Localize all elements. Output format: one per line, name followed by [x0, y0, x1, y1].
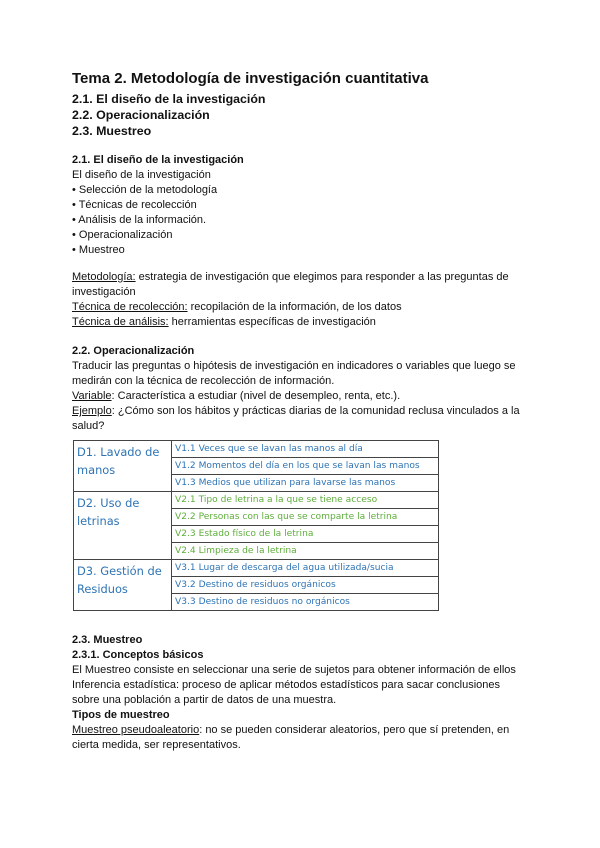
variable-cell: V2.1 Tipo de letrina a la que se tiene acceso — [172, 492, 439, 509]
definition-text: herramientas específicas de investigación — [168, 316, 376, 328]
definition-continuation: investigación — [72, 286, 136, 298]
toc-item: 2.2. Operacionalización — [72, 108, 210, 122]
section-heading: 2.3. Muestreo — [72, 634, 143, 646]
section-2-1 — [72, 153, 532, 330]
definition-text: : Característica a estudiar (nivel de desempleo, renta, etc.). — [111, 390, 401, 402]
dimension-cell: D2. Uso de letrinas — [74, 492, 172, 560]
variable-cell: V3.1 Lugar de descarga del agua utilizada/sucia — [172, 560, 439, 577]
definition-text: recopilación de la información, de los datos — [187, 301, 402, 313]
definition-continuation: cierta medida, ser representativos. — [72, 739, 241, 751]
definition-term: Técnica de recolección: — [72, 301, 188, 313]
variable-cell: V2.4 Limpieza de la letrina — [172, 543, 439, 560]
paragraph: Inferencia estadística: proceso de aplicar métodos estadísticos para sacar conclusiones — [72, 679, 501, 691]
definition — [72, 723, 532, 738]
subheading: Tipos de muestreo — [72, 709, 170, 721]
definition — [72, 389, 532, 404]
definition-text: : ¿Cómo son los hábitos y prácticas diarias de la comunidad reclusa vinculados a la — [111, 405, 520, 417]
table-row — [74, 560, 439, 577]
table-row — [74, 492, 439, 509]
section-heading: 2.1. El diseño de la investigación — [72, 154, 244, 166]
variable-cell: V2.3 Estado físico de la letrina — [172, 526, 439, 543]
bullet-item: • Análisis de la información. — [72, 214, 207, 226]
definition-text: : no se pueden considerar aleatorios, pero que sí pretenden, en — [199, 724, 510, 736]
variable-cell: V3.3 Destino de residuos no orgánicos — [172, 594, 439, 611]
paragraph: medirán con la técnica de recolección de información. — [72, 375, 335, 387]
bullet-item: • Operacionalización — [72, 229, 173, 241]
toc-item: 2.1. El diseño de la investigación — [72, 92, 266, 106]
dimension-cell: D1. Lavado de manos — [74, 441, 172, 492]
subsection-heading: 2.3.1. Conceptos básicos — [72, 649, 204, 661]
definition-text: estrategia de investigación que elegimos para responder a las preguntas de — [135, 271, 509, 283]
definition-continuation: salud? — [72, 420, 105, 432]
bullet-item: • Técnicas de recolección — [72, 199, 197, 211]
definition-term: Variable — [72, 390, 112, 402]
table-row — [74, 441, 439, 458]
variable-cell: V1.3 Medios que utilizan para lavarse las manos — [172, 475, 439, 492]
definition-term: Metodología: — [72, 271, 136, 283]
document-page — [72, 70, 532, 753]
section-2-3 — [72, 633, 532, 753]
paragraph: Traducir las preguntas o hipótesis de investigación en indicadores o variables que luego se — [72, 360, 516, 372]
definition — [72, 300, 532, 315]
variable-cell: V2.2 Personas con las que se comparte la letrina — [172, 509, 439, 526]
dimension-cell: D3. Gestión de Residuos — [74, 560, 172, 611]
page-title: Tema 2. Metodología de investigación cuantitativa — [72, 70, 429, 87]
section-2-2 — [72, 344, 532, 611]
definition — [72, 315, 532, 330]
variable-cell: V3.2 Destino de residuos orgánicos — [172, 577, 439, 594]
operationalization-table — [73, 440, 439, 611]
paragraph: El diseño de la investigación — [72, 169, 211, 181]
variable-cell: V1.2 Momentos del día en los que se lavan las manos — [172, 458, 439, 475]
bullet-item: • Selección de la metodología — [72, 184, 218, 196]
definition-term: Técnica de análisis: — [72, 316, 169, 328]
definition-term: Muestreo pseudoaleatorio — [72, 724, 200, 736]
bullet-item: • Muestreo — [72, 244, 125, 256]
definition — [72, 404, 532, 419]
section-heading: 2.2. Operacionalización — [72, 345, 195, 357]
paragraph: El Muestreo consiste en seleccionar una serie de sujetos para obtener información de ellos — [72, 664, 516, 676]
definition-term: Ejemplo — [72, 405, 112, 417]
variable-cell: V1.1 Veces que se lavan las manos al día — [172, 441, 439, 458]
toc-item: 2.3. Muestreo — [72, 124, 152, 138]
paragraph: sobre una población a partir de datos de una muestra. — [72, 694, 337, 706]
definition — [72, 270, 532, 285]
